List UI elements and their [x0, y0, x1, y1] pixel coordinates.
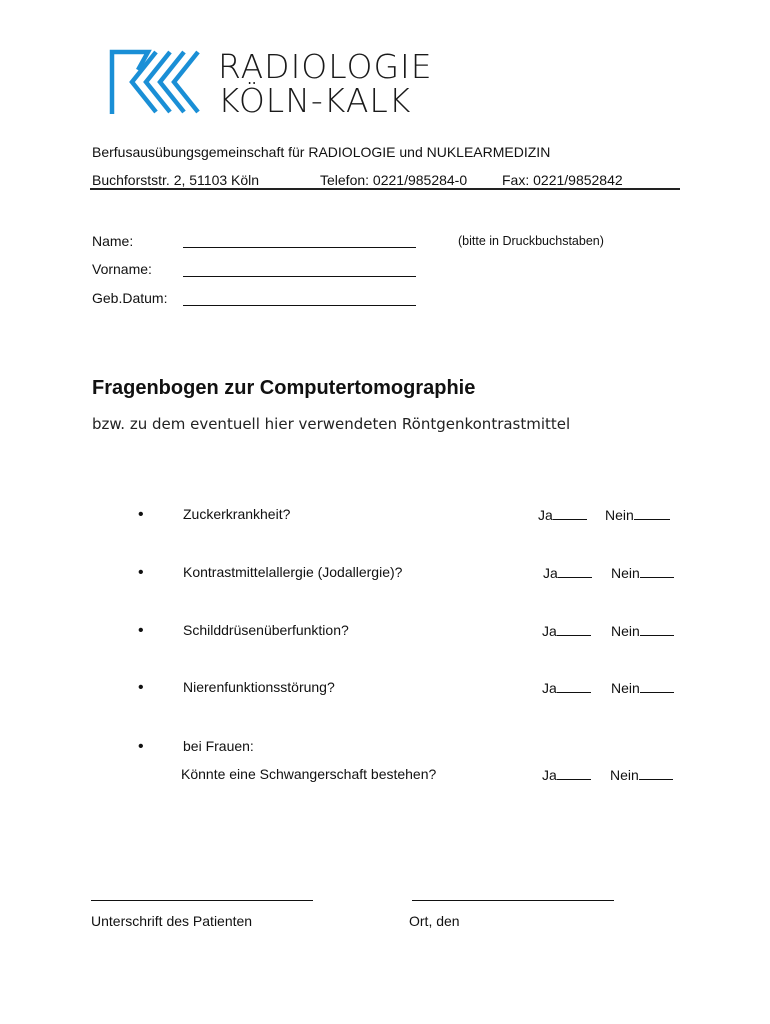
logo-text-line2: KÖLN-KALK: [218, 81, 412, 120]
dob-label: Geb.Datum:: [92, 290, 168, 306]
name-field[interactable]: [183, 247, 416, 248]
answer-yes-pregnancy[interactable]: [542, 767, 591, 782]
answer-yes-thyroid[interactable]: [542, 623, 591, 638]
question-contrast-allergy: Kontrastmittelallergie (Jodallergie)?: [183, 564, 403, 580]
name-hint: (bitte in Druckbuchstaben): [458, 234, 604, 248]
answer-no-diabetes[interactable]: [605, 507, 670, 522]
bullet: •: [138, 622, 144, 639]
question-diabetes: Zuckerkrankheit?: [183, 506, 291, 522]
no-label: Nein: [610, 767, 639, 783]
place-date-label: Ort, den: [409, 913, 460, 929]
no-label: Nein: [611, 680, 640, 696]
name-label: Name:: [92, 233, 134, 249]
form-title: Fragenbogen zur Computertomographie: [92, 377, 476, 399]
yes-label: Ja: [542, 680, 557, 696]
signature-line[interactable]: [91, 900, 313, 901]
answer-yes-diabetes[interactable]: [538, 507, 587, 522]
phone: Telefon: 0221/985284-0: [320, 172, 468, 188]
yes-label: Ja: [543, 565, 558, 581]
bullet: •: [138, 506, 144, 523]
bullet: •: [138, 738, 144, 755]
question-thyroid: Schilddrüsenüberfunktion?: [183, 622, 349, 638]
no-label: Nein: [611, 623, 640, 639]
dob-field[interactable]: [183, 305, 416, 306]
radiologie-logo-icon: [108, 48, 208, 116]
yes-label: Ja: [542, 767, 557, 783]
no-label: Nein: [605, 507, 634, 523]
answer-no-kidney[interactable]: [611, 680, 674, 695]
form-subtitle: bzw. zu dem eventuell hier verwendeten Röntgenkontrastmittel: [92, 415, 571, 433]
answer-yes-contrast-allergy[interactable]: [543, 565, 592, 580]
bullet: •: [138, 564, 144, 581]
answer-no-thyroid[interactable]: [611, 623, 674, 638]
address: Buchforststr. 2, 51103 Köln: [92, 172, 260, 188]
yes-label: Ja: [542, 623, 557, 639]
answer-no-contrast-allergy[interactable]: [611, 565, 674, 580]
firstname-label: Vorname:: [92, 261, 152, 277]
bullet: •: [138, 679, 144, 696]
question-kidney: Nierenfunktionsstörung?: [183, 679, 335, 695]
no-label: Nein: [611, 565, 640, 581]
signature-label: Unterschrift des Patienten: [91, 913, 253, 929]
firstname-field[interactable]: [183, 276, 416, 277]
question-pregnancy: Könnte eine Schwangerschaft bestehen?: [181, 766, 437, 782]
header-divider: [90, 188, 680, 190]
place-date-line[interactable]: [412, 900, 614, 901]
fax: Fax: 0221/9852842: [502, 172, 623, 188]
yes-label: Ja: [538, 507, 553, 523]
answer-yes-kidney[interactable]: [542, 680, 591, 695]
question-women: bei Frauen:: [183, 738, 254, 754]
association-line: Berfusausübungsgemeinschaft für RADIOLOGIE und NUKLEARMEDIZIN: [92, 144, 551, 160]
logo-text-line1: RADIOLOGIE: [218, 47, 433, 86]
answer-no-pregnancy[interactable]: [610, 767, 673, 782]
